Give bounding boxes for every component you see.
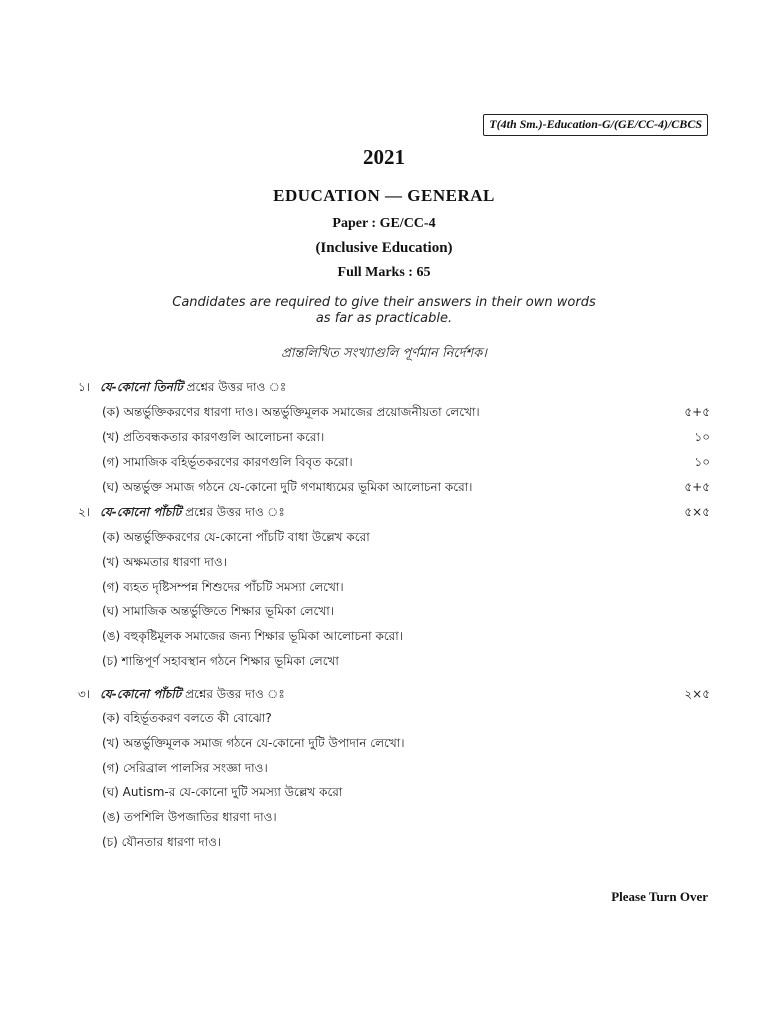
paper-title: (Inclusive Education) [315,240,453,256]
question-2c: (গ) ব্যহত দৃষ্টিসম্পন্ন শিশুদের পাঁচটি সমস্যা লেখো। [102,580,344,594]
question-1-choice: যে-কোনো তিনটি [100,380,183,394]
question-2a: (ক) অন্তর্ভুক্তিকরণের যে-কোনো পাঁচটি বাধা উল্লেখ করো [102,530,370,544]
question-1a-marks: ৫+৫ [684,405,710,419]
question-2e: (ঙ) বহুকৃষ্টিমূলক সমাজের জন্য শিক্ষার ভূমিকা আলোচনা করো। [102,629,404,643]
question-2-marks: ৫×৫ [684,505,710,519]
question-3-heading [100,686,285,706]
question-1a: (ক) অন্তর্ভুক্তিকরণের ধারণা দাও। অন্তর্ভুক্তিমূলক সমাজের প্রয়োজনীয়তা লেখো। [102,405,480,419]
question-1c-marks: ১০ [694,455,710,469]
question-3-number: ৩। [78,687,91,701]
please-turn-over: Please Turn Over [611,889,708,904]
question-2-number: ২। [78,505,91,519]
question-1b: (খ) প্রতিবন্ধকতার কারণগুলি আলোচনা করো। [102,430,325,444]
question-3-prompt: প্রশ্নের উত্তর দাও ঃ [185,687,285,701]
question-1b-marks: ১০ [694,430,710,444]
question-3b: (খ) অন্তর্ভুক্তিমূলক সমাজ গঠনে যে-কোনো দুটি উপাদান লেখো। [102,736,405,750]
paper-code: Paper : GE/CC-4 [332,216,436,231]
question-3e: (ঙ) তপশিলি উপজাতির ধারণা দাও। [102,810,277,824]
instruction-bengali: প্রান্তলিখিত সংখ্যাগুলি পূর্ণমান নির্দেশক। [281,346,487,361]
question-2-heading [100,504,285,524]
question-2b: (খ) অক্ষমতার ধারণা দাও। [102,555,228,569]
question-1-prompt: প্রশ্নের উত্তর দাও ঃ [186,380,287,394]
paper-code-box: T(4th Sm.)-Education-G/(GE/CC-4)/CBCS [483,114,708,136]
question-3c: (গ) সেরিব্রাল পালসির সংজ্ঞা দাও। [102,761,268,775]
question-1d: (ঘ) অন্তর্ভুক্ত সমাজ গঠনে যে-কোনো দুটি গণমাধ্যমের ভূমিকা আলোচনা করো। [102,480,473,494]
question-1d-marks: ৫+৫ [684,480,710,494]
question-2f: (চ) শান্তিপূর্ণ সহাবস্থান গঠনে শিক্ষার ভূমিকা লেখো [102,654,339,668]
question-1c: (গ) সামাজিক বহির্ভূতকরণের কারণগুলি বিবৃত করো। [102,455,353,469]
question-2-prompt: প্রশ্নের উত্তর দাও ঃ [185,505,285,519]
question-1-heading [100,379,286,399]
question-3d: (ঘ) Autism-র যে-কোনো দুটি সমস্যা উল্লেখ করো [102,785,343,799]
question-3f: (চ) যৌনতার ধারণা দাও। [102,835,222,849]
full-marks: Full Marks : 65 [337,265,431,280]
question-3-marks: ২×৫ [684,687,710,701]
question-2d: (ঘ) সামাজিক অন্তর্ভুক্তিতে শিক্ষার ভূমিকা লেখো। [102,604,335,618]
question-2-choice: যে-কোনো পাঁচটি [100,505,182,519]
instruction-line-1: Candidates are required to give their answers in their own words [172,295,596,310]
subject-title: EDUCATION — GENERAL [273,186,495,205]
question-3-choice: যে-কোনো পাঁচটি [100,687,182,701]
question-1-number: ১। [78,380,91,394]
question-3a: (ক) বহির্ভূতকরণ বলতে কী বোঝো? [102,711,272,725]
instruction-line-2: as far as practicable. [315,311,453,326]
exam-year: 2021 [363,145,405,169]
